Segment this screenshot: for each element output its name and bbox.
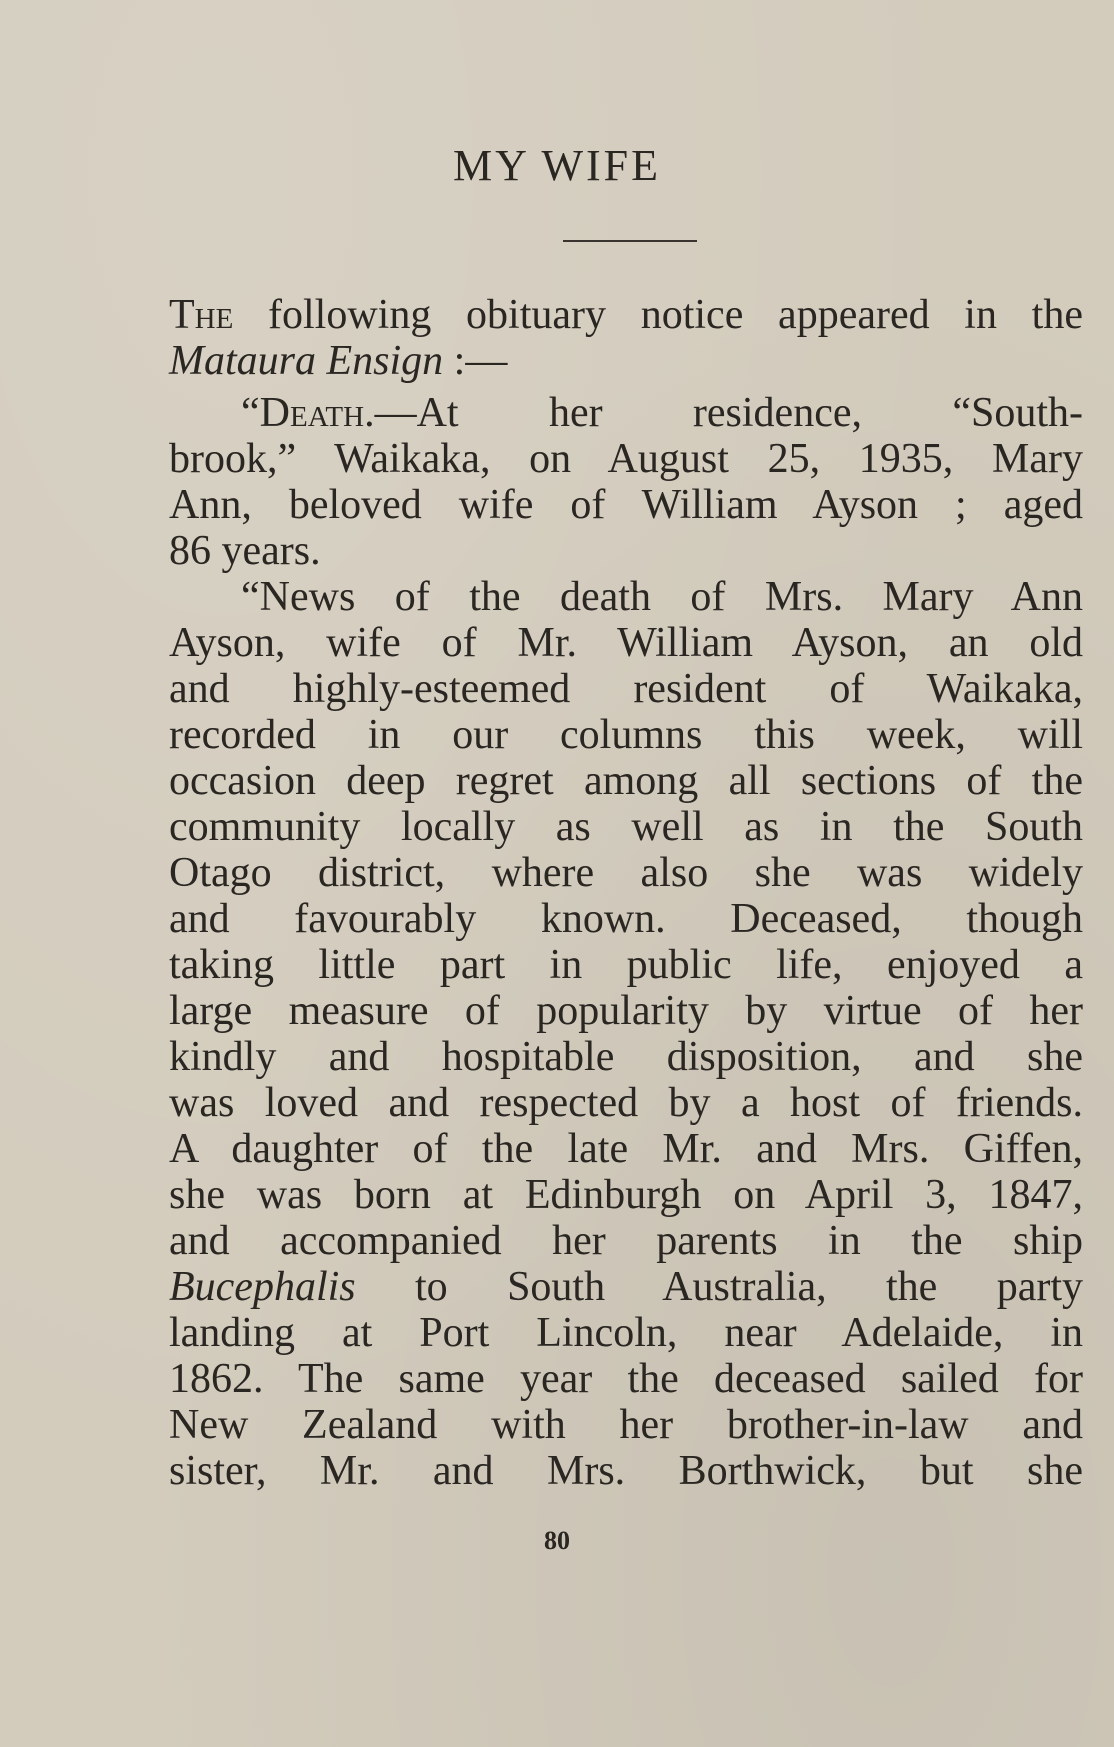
text-line: and accompanied her parents in the ship [169,1218,1083,1264]
text-line: community locally as well as in the South [169,804,1083,850]
text-line [169,390,1083,436]
text-line [169,338,1083,384]
small-caps-lead: Death. [259,390,375,436]
chapter-title: MY WIFE [453,141,661,190]
small-caps-lead: The [169,292,234,338]
text-line: A daughter of the late Mr. and Mrs. Giffen, [169,1126,1083,1172]
text-line: kindly and hospitable disposition, and she [169,1034,1083,1080]
text-line: and favourably known. Deceased, though [169,896,1083,942]
text-line: landing at Port Lincoln, near Adelaide, in [169,1310,1083,1356]
text-line: “News of the death of Mrs. Mary Ann [241,574,1083,620]
open-quote: “ [241,390,260,436]
text-line: large measure of popularity by virtue of her [169,988,1083,1034]
newspaper-name: Mataura Ensign [169,338,444,384]
text-line: taking little part in public life, enjoyed a [169,942,1083,988]
text-line: recorded in our columns this week, will [169,712,1083,758]
text-line: she was born at Edinburgh on April 3, 1847, [169,1172,1083,1218]
text-line: 86 years. [169,528,321,574]
text-line: 1862. The same year the deceased sailed for [169,1356,1083,1402]
text-line: Ann, beloved wife of William Ayson ; aged [169,482,1083,528]
text-line: Otago district, where also she was widely [169,850,1083,896]
text-line: occasion deep regret among all sections of the [169,758,1083,804]
line-text: to South Australia, the party [355,1264,1083,1310]
text-line: and highly-esteemed resident of Waikaka, [169,666,1083,712]
title-rule [563,240,697,242]
ship-name: Bucephalis [169,1264,356,1310]
text-line: brook,” Waikaka, on August 25, 1935, Mary [169,436,1083,482]
line-text: :— [443,338,508,384]
line-text: —At her residence, “South- [374,390,1083,436]
text-line [169,1264,1083,1310]
obituary-text [169,292,1083,1494]
line-text: following obituary notice appeared in the [233,292,1083,338]
page-number: 80 [544,1526,570,1555]
text-line [169,292,1083,338]
text-line: New Zealand with her brother-in-law and [169,1402,1083,1448]
text-line: sister, Mr. and Mrs. Borthwick, but she [169,1448,1083,1494]
text-line: Ayson, wife of Mr. William Ayson, an old [169,620,1083,666]
text-line: was loved and respected by a host of friends. [169,1080,1083,1126]
